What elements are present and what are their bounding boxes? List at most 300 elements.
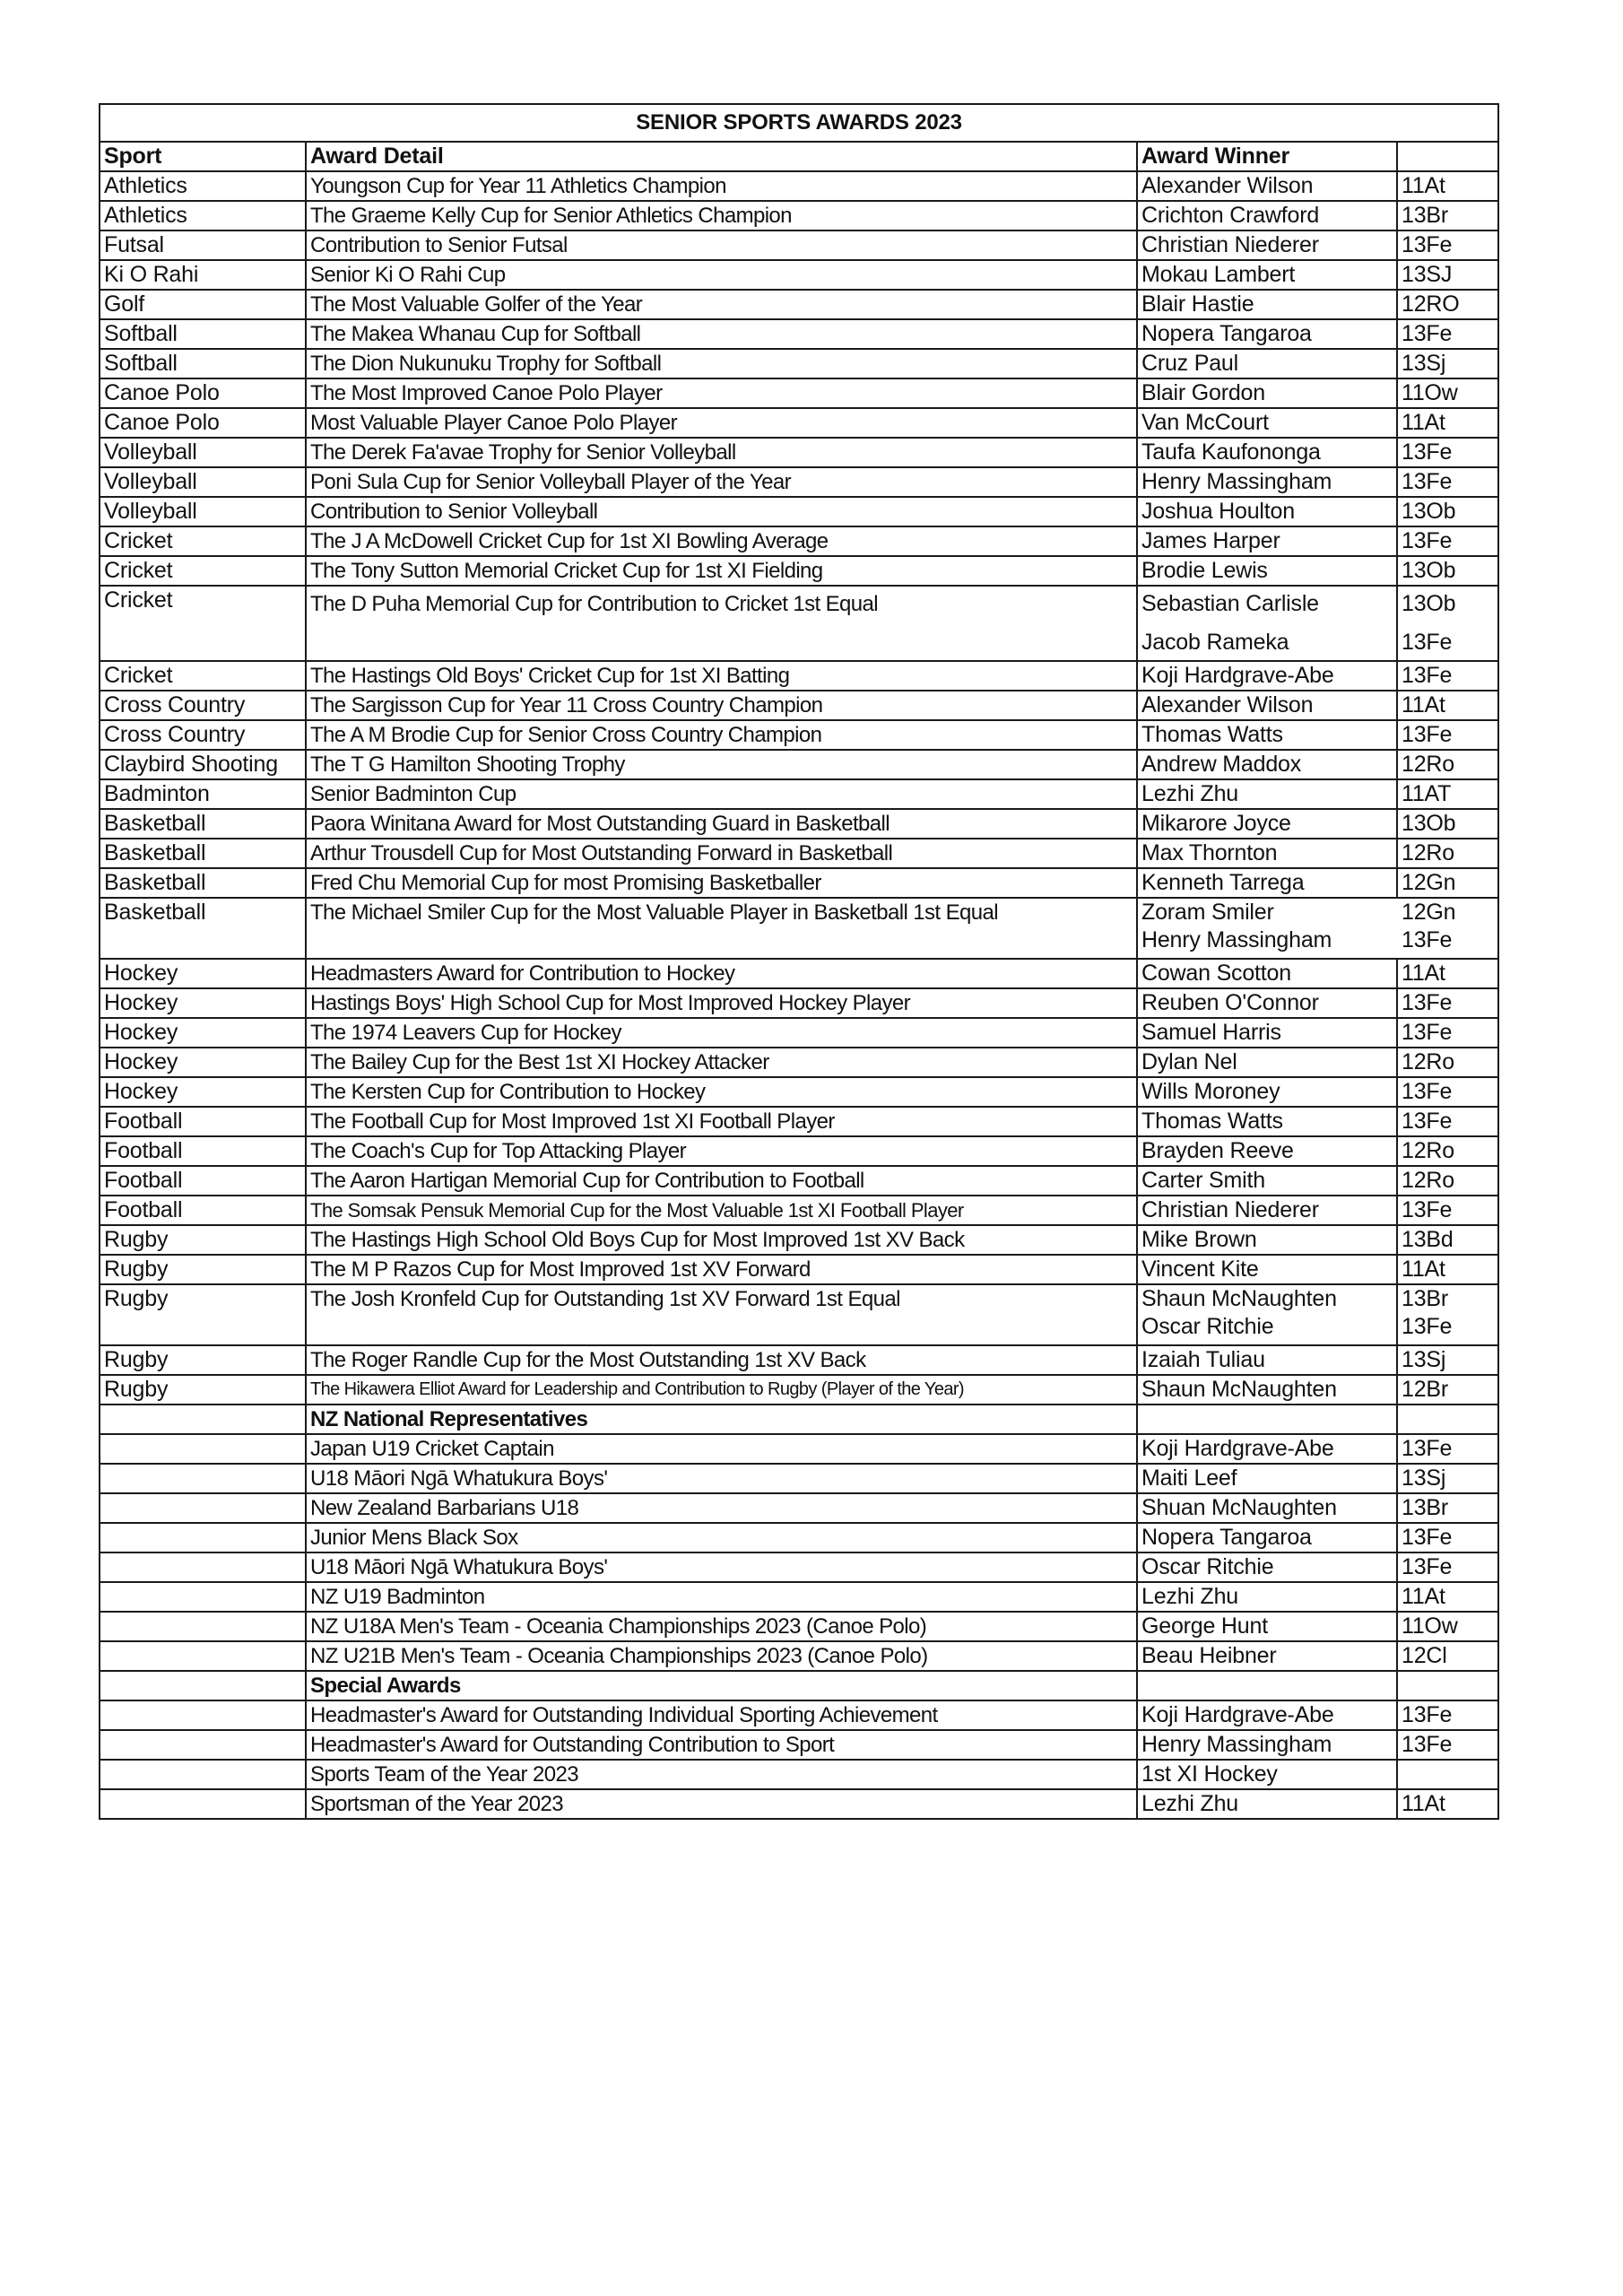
cell-award-detail: The 1974 Leavers Cup for Hockey bbox=[306, 1018, 1137, 1048]
cell-form bbox=[1397, 898, 1498, 959]
table-row bbox=[100, 1136, 1498, 1166]
cell-award-winner bbox=[1137, 839, 1397, 868]
winner-name: Henry Massingham bbox=[1141, 469, 1332, 494]
cell-sport: Hockey bbox=[100, 1048, 306, 1077]
form-class: 11Ow bbox=[1402, 1613, 1458, 1639]
cell-sport: Basketball bbox=[100, 839, 306, 868]
cell-award-detail: Youngson Cup for Year 11 Athletics Champion bbox=[306, 171, 1137, 201]
table-row bbox=[100, 1523, 1498, 1552]
cell-award-detail bbox=[306, 586, 1137, 661]
form-class: 12Cl bbox=[1402, 1643, 1447, 1668]
cell-form bbox=[1397, 1077, 1498, 1107]
form-class: 13Fe bbox=[1402, 1554, 1453, 1579]
award-detail-text: The D Puha Memorial Cup for Contribution to Cricket 1st Equal bbox=[310, 592, 879, 616]
cell-form bbox=[1397, 1166, 1498, 1196]
cell-form bbox=[1397, 1434, 1498, 1464]
cell-award-winner bbox=[1137, 1405, 1397, 1434]
winner-name: Nopera Tangaroa bbox=[1141, 1525, 1312, 1550]
cell-award-winner bbox=[1137, 720, 1397, 750]
cell-sport: Basketball bbox=[100, 809, 306, 839]
table-row bbox=[100, 260, 1498, 290]
cell-sport: Cricket bbox=[100, 661, 306, 691]
cell-award-winner bbox=[1137, 1523, 1397, 1552]
cell-form bbox=[1397, 230, 1498, 260]
cell-sport bbox=[100, 1552, 306, 1582]
cell-form bbox=[1397, 1582, 1498, 1612]
cell-form bbox=[1397, 1048, 1498, 1077]
winner-name: Joshua Houlton bbox=[1141, 499, 1295, 524]
cell-award-detail: The Most Improved Canoe Polo Player bbox=[306, 378, 1137, 408]
table-row bbox=[100, 1612, 1498, 1641]
cell-award-detail: The Kersten Cup for Contribution to Hockey bbox=[306, 1077, 1137, 1107]
section-heading: NZ National Representatives bbox=[306, 1405, 1137, 1434]
cell-form bbox=[1397, 1136, 1498, 1166]
winner-name: Koji Hardgrave-Abe bbox=[1141, 1436, 1334, 1461]
table-row bbox=[100, 750, 1498, 779]
cell-award-detail: The Aaron Hartigan Memorial Cup for Contribution to Football bbox=[306, 1166, 1137, 1196]
cell-award-winner bbox=[1137, 1434, 1397, 1464]
table-row bbox=[100, 1345, 1498, 1375]
cell-form bbox=[1397, 868, 1498, 898]
cell-award-winner bbox=[1137, 1225, 1397, 1255]
cell-form bbox=[1397, 556, 1498, 586]
cell-sport: Volleyball bbox=[100, 467, 306, 497]
cell-award-winner bbox=[1137, 1284, 1397, 1345]
cell-award-winner bbox=[1137, 1612, 1397, 1641]
table-row bbox=[100, 556, 1498, 586]
form-class: 13Sj bbox=[1402, 351, 1446, 376]
form-class: 13Fe bbox=[1402, 1436, 1453, 1461]
form-class: 12Ro bbox=[1402, 1168, 1454, 1193]
cell-award-detail: The Josh Kronfeld Cup for Outstanding 1st XV Forward 1st Equal bbox=[306, 1284, 1137, 1345]
cell-award-winner bbox=[1137, 868, 1397, 898]
cell-form bbox=[1397, 691, 1498, 720]
form-class: 13Sj bbox=[1402, 1347, 1446, 1372]
cell-award-detail: NZ U19 Badminton bbox=[306, 1582, 1137, 1612]
cell-sport: Football bbox=[100, 1136, 306, 1166]
cell-award-winner bbox=[1137, 750, 1397, 779]
cell-award-winner bbox=[1137, 1345, 1397, 1375]
form-class: 13Fe bbox=[1402, 990, 1453, 1015]
cell-form bbox=[1397, 839, 1498, 868]
cell-award-winner bbox=[1137, 586, 1397, 661]
winner-name: George Hunt bbox=[1141, 1613, 1268, 1639]
table-row bbox=[100, 526, 1498, 556]
winner-name: Shaun McNaughten bbox=[1141, 1377, 1337, 1402]
cell-sport: Volleyball bbox=[100, 497, 306, 526]
cell-form bbox=[1397, 201, 1498, 230]
cell-award-detail: The T G Hamilton Shooting Trophy bbox=[306, 750, 1137, 779]
header-form bbox=[1397, 142, 1498, 171]
cell-form bbox=[1397, 1225, 1498, 1255]
cell-award-winner bbox=[1137, 988, 1397, 1018]
section-row bbox=[100, 1405, 1498, 1434]
cell-award-winner bbox=[1137, 290, 1397, 319]
cell-sport bbox=[100, 1523, 306, 1552]
table-row bbox=[100, 1107, 1498, 1136]
cell-award-winner bbox=[1137, 779, 1397, 809]
cell-form bbox=[1397, 1345, 1498, 1375]
cell-award-detail: Arthur Trousdell Cup for Most Outstanding Forward in Basketball bbox=[306, 839, 1137, 868]
table-row bbox=[100, 779, 1498, 809]
cell-form bbox=[1397, 408, 1498, 438]
cell-award-detail: The Football Cup for Most Improved 1st XI Football Player bbox=[306, 1107, 1137, 1136]
header-award-detail: Award Detail bbox=[306, 142, 1137, 171]
cell-sport: Basketball bbox=[100, 898, 306, 959]
table-row bbox=[100, 1434, 1498, 1464]
cell-sport bbox=[100, 1434, 306, 1464]
form-class: 13Fe bbox=[1402, 232, 1453, 257]
table-row bbox=[100, 1582, 1498, 1612]
form-class: 13Fe bbox=[1402, 927, 1453, 952]
cell-award-detail: U18 Māori Ngā Whatukura Boys' bbox=[306, 1552, 1137, 1582]
cell-award-winner bbox=[1137, 526, 1397, 556]
winner-name: Christian Niederer bbox=[1141, 1197, 1319, 1222]
table-row bbox=[100, 1375, 1498, 1405]
table-row bbox=[100, 438, 1498, 467]
table-row bbox=[100, 1464, 1498, 1493]
form-class: 12Ro bbox=[1402, 752, 1454, 777]
table-row bbox=[100, 467, 1498, 497]
form-class: 13Br bbox=[1402, 1495, 1449, 1520]
winner-name: Henry Massingham bbox=[1141, 927, 1332, 952]
cell-award-winner bbox=[1137, 1760, 1397, 1789]
cell-form bbox=[1397, 260, 1498, 290]
cell-form bbox=[1397, 1789, 1498, 1819]
cell-award-winner bbox=[1137, 319, 1397, 349]
winner-name: Mike Brown bbox=[1141, 1227, 1257, 1252]
cell-form bbox=[1397, 1493, 1498, 1523]
cell-sport: Football bbox=[100, 1107, 306, 1136]
winner-name: Vincent Kite bbox=[1141, 1257, 1259, 1282]
title-row bbox=[100, 104, 1498, 142]
form-class: 11At bbox=[1402, 173, 1445, 198]
cell-form bbox=[1397, 1641, 1498, 1671]
cell-sport: Cross Country bbox=[100, 691, 306, 720]
form-class: 11Ow bbox=[1402, 380, 1458, 405]
cell-award-winner bbox=[1137, 1255, 1397, 1284]
form-class: 13Sj bbox=[1402, 1465, 1446, 1491]
cell-award-winner bbox=[1137, 1196, 1397, 1225]
cell-award-detail: The Somsak Pensuk Memorial Cup for the Most Valuable 1st XI Football Player bbox=[306, 1196, 1137, 1225]
cell-form bbox=[1397, 1523, 1498, 1552]
cell-award-detail: Poni Sula Cup for Senior Volleyball Player of the Year bbox=[306, 467, 1137, 497]
cell-sport: Volleyball bbox=[100, 438, 306, 467]
cell-award-winner bbox=[1137, 1730, 1397, 1760]
cell-form bbox=[1397, 809, 1498, 839]
form-class: 12Gn bbox=[1402, 870, 1456, 895]
form-class: 13Fe bbox=[1402, 1020, 1453, 1045]
cell-form bbox=[1397, 438, 1498, 467]
awards-table bbox=[99, 103, 1499, 1820]
table-row bbox=[100, 201, 1498, 230]
cell-form bbox=[1397, 1612, 1498, 1641]
table-row bbox=[100, 809, 1498, 839]
table-row bbox=[100, 1048, 1498, 1077]
table-row bbox=[100, 1493, 1498, 1523]
cell-form bbox=[1397, 378, 1498, 408]
form-class: 13Fe bbox=[1402, 439, 1453, 465]
table-title: SENIOR SPORTS AWARDS 2023 bbox=[100, 104, 1498, 142]
form-class: 11AT bbox=[1402, 781, 1452, 806]
cell-award-detail: NZ U21B Men's Team - Oceania Championships 2023 (Canoe Polo) bbox=[306, 1641, 1137, 1671]
cell-form bbox=[1397, 319, 1498, 349]
winner-name: Blair Gordon bbox=[1141, 380, 1265, 405]
winner-name: Shaun McNaughten bbox=[1141, 1286, 1337, 1311]
cell-award-winner bbox=[1137, 1166, 1397, 1196]
cell-award-detail: The Hikawera Elliot Award for Leadership and Contribution to Rugby (Player of the Year) bbox=[306, 1375, 1137, 1405]
cell-sport bbox=[100, 1760, 306, 1789]
cell-sport: Canoe Polo bbox=[100, 408, 306, 438]
cell-award-detail: The Hastings Old Boys' Cricket Cup for 1st XI Batting bbox=[306, 661, 1137, 691]
cell-award-winner bbox=[1137, 809, 1397, 839]
awards-sheet bbox=[99, 103, 1497, 1820]
winner-name: Alexander Wilson bbox=[1141, 692, 1314, 718]
form-class: 13Fe bbox=[1402, 1314, 1453, 1339]
cell-form bbox=[1397, 959, 1498, 988]
header-row bbox=[100, 142, 1498, 171]
table-row bbox=[100, 1225, 1498, 1255]
cell-award-detail: Senior Ki O Rahi Cup bbox=[306, 260, 1137, 290]
table-row bbox=[100, 1077, 1498, 1107]
cell-sport: Hockey bbox=[100, 988, 306, 1018]
cell-award-detail: Most Valuable Player Canoe Polo Player bbox=[306, 408, 1137, 438]
cell-sport: Rugby bbox=[100, 1284, 306, 1345]
cell-form bbox=[1397, 1700, 1498, 1730]
cell-sport: Golf bbox=[100, 290, 306, 319]
cell-award-winner bbox=[1137, 556, 1397, 586]
winner-name: James Harper bbox=[1141, 528, 1280, 553]
form-class: 13Fe bbox=[1402, 1702, 1453, 1727]
table-row bbox=[100, 839, 1498, 868]
winner-name: Henry Massingham bbox=[1141, 1732, 1332, 1757]
cell-sport bbox=[100, 1464, 306, 1493]
cell-sport: Softball bbox=[100, 349, 306, 378]
cell-award-winner bbox=[1137, 1700, 1397, 1730]
table-row bbox=[100, 1730, 1498, 1760]
cell-form bbox=[1397, 1760, 1498, 1789]
form-class: 11At bbox=[1402, 1791, 1445, 1816]
form-class: 13Fe bbox=[1402, 528, 1453, 553]
table-row bbox=[100, 171, 1498, 201]
cell-award-winner bbox=[1137, 438, 1397, 467]
cell-award-detail: The Hastings High School Old Boys Cup for Most Improved 1st XV Back bbox=[306, 1225, 1137, 1255]
cell-sport: Futsal bbox=[100, 230, 306, 260]
cell-award-detail: The M P Razos Cup for Most Improved 1st XV Forward bbox=[306, 1255, 1137, 1284]
form-class: 13Ob bbox=[1402, 499, 1456, 524]
cell-form bbox=[1397, 779, 1498, 809]
table-row bbox=[100, 1760, 1498, 1789]
cell-sport bbox=[100, 1582, 306, 1612]
cell-award-detail: The Most Valuable Golfer of the Year bbox=[306, 290, 1137, 319]
winner-name: Brayden Reeve bbox=[1141, 1138, 1294, 1163]
cell-sport: Athletics bbox=[100, 201, 306, 230]
cell-sport: Badminton bbox=[100, 779, 306, 809]
winner-name: Lezhi Zhu bbox=[1141, 1791, 1238, 1816]
cell-form bbox=[1397, 1464, 1498, 1493]
form-class: 13Br bbox=[1402, 203, 1449, 228]
cell-sport: Basketball bbox=[100, 868, 306, 898]
winner-name: Oscar Ritchie bbox=[1141, 1314, 1274, 1339]
form-class: 13Fe bbox=[1402, 722, 1453, 747]
cell-sport: Rugby bbox=[100, 1225, 306, 1255]
section-row bbox=[100, 1671, 1498, 1700]
cell-award-winner bbox=[1137, 1464, 1397, 1493]
winner-name: Nopera Tangaroa bbox=[1141, 321, 1312, 346]
cell-award-detail: Contribution to Senior Volleyball bbox=[306, 497, 1137, 526]
cell-award-detail: The Michael Smiler Cup for the Most Valuable Player in Basketball 1st Equal bbox=[306, 898, 1137, 959]
cell-sport: Ki O Rahi bbox=[100, 260, 306, 290]
cell-award-detail: The Graeme Kelly Cup for Senior Athletics Champion bbox=[306, 201, 1137, 230]
form-class: 12Ro bbox=[1402, 840, 1454, 865]
winner-name: Shuan McNaughten bbox=[1141, 1495, 1337, 1520]
winner-name: Koji Hardgrave-Abe bbox=[1141, 1702, 1334, 1727]
table-row bbox=[100, 586, 1498, 661]
form-class: 13Bd bbox=[1402, 1227, 1454, 1252]
cell-sport: Rugby bbox=[100, 1255, 306, 1284]
cell-form bbox=[1397, 290, 1498, 319]
cell-form bbox=[1397, 1255, 1498, 1284]
cell-sport: Football bbox=[100, 1166, 306, 1196]
cell-award-winner bbox=[1137, 230, 1397, 260]
cell-form bbox=[1397, 1375, 1498, 1405]
cell-form bbox=[1397, 1730, 1498, 1760]
cell-award-detail: NZ U18A Men's Team - Oceania Championships 2023 (Canoe Polo) bbox=[306, 1612, 1137, 1641]
cell-form bbox=[1397, 1018, 1498, 1048]
cell-form bbox=[1397, 586, 1498, 661]
winner-name: Izaiah Tuliau bbox=[1141, 1347, 1265, 1372]
winner-name: Alexander Wilson bbox=[1141, 173, 1314, 198]
form-class: 12RO bbox=[1402, 291, 1460, 317]
cell-award-winner bbox=[1137, 1048, 1397, 1077]
winner-name: Blair Hastie bbox=[1141, 291, 1254, 317]
winner-name: Brodie Lewis bbox=[1141, 558, 1268, 583]
winner-name: Cowan Scotton bbox=[1141, 961, 1291, 986]
cell-form bbox=[1397, 171, 1498, 201]
cell-form bbox=[1397, 497, 1498, 526]
winner-name: Van McCourt bbox=[1141, 410, 1269, 435]
cell-form bbox=[1397, 526, 1498, 556]
cell-form bbox=[1397, 1107, 1498, 1136]
cell-sport bbox=[100, 1730, 306, 1760]
form-class: 11At bbox=[1402, 410, 1445, 435]
cell-form bbox=[1397, 988, 1498, 1018]
cell-award-detail: U18 Māori Ngā Whatukura Boys' bbox=[306, 1464, 1137, 1493]
cell-award-detail: Fred Chu Memorial Cup for most Promising Basketballer bbox=[306, 868, 1137, 898]
cell-sport: Rugby bbox=[100, 1375, 306, 1405]
cell-award-winner bbox=[1137, 1552, 1397, 1582]
winner-name: Andrew Maddox bbox=[1141, 752, 1302, 777]
cell-award-detail: Japan U19 Cricket Captain bbox=[306, 1434, 1137, 1464]
form-class: 13Fe bbox=[1402, 1197, 1453, 1222]
cell-award-detail: The Tony Sutton Memorial Cricket Cup for 1st XI Fielding bbox=[306, 556, 1137, 586]
cell-sport bbox=[100, 1612, 306, 1641]
cell-form bbox=[1397, 349, 1498, 378]
cell-award-winner bbox=[1137, 201, 1397, 230]
winner-name: Carter Smith bbox=[1141, 1168, 1265, 1193]
cell-award-detail: The A M Brodie Cup for Senior Cross Country Champion bbox=[306, 720, 1137, 750]
table-row bbox=[100, 898, 1498, 959]
cell-form bbox=[1397, 720, 1498, 750]
cell-form bbox=[1397, 1405, 1498, 1434]
cell-sport: Claybird Shooting bbox=[100, 750, 306, 779]
section-heading: Special Awards bbox=[306, 1671, 1137, 1700]
table-row bbox=[100, 1552, 1498, 1582]
cell-sport bbox=[100, 1671, 306, 1700]
winner-name: Thomas Watts bbox=[1141, 1109, 1283, 1134]
winner-name: Lezhi Zhu bbox=[1141, 781, 1238, 806]
cell-award-detail: Headmaster's Award for Outstanding Contribution to Sport bbox=[306, 1730, 1137, 1760]
table-row bbox=[100, 1166, 1498, 1196]
cell-sport: Cricket bbox=[100, 586, 306, 661]
winner-name: Wills Moroney bbox=[1141, 1079, 1280, 1104]
cell-award-winner bbox=[1137, 898, 1397, 959]
cell-award-winner bbox=[1137, 1582, 1397, 1612]
cell-sport: Hockey bbox=[100, 959, 306, 988]
cell-award-winner bbox=[1137, 378, 1397, 408]
header-sport: Sport bbox=[100, 142, 306, 171]
cell-award-winner bbox=[1137, 691, 1397, 720]
winner-name: Zoram Smiler bbox=[1141, 900, 1274, 925]
cell-award-winner bbox=[1137, 1018, 1397, 1048]
form-class: 12Br bbox=[1402, 1377, 1449, 1402]
form-class: 13Ob bbox=[1402, 558, 1456, 583]
form-class: 11At bbox=[1402, 692, 1445, 718]
header-award-winner: Award Winner bbox=[1137, 142, 1397, 171]
cell-sport bbox=[100, 1493, 306, 1523]
cell-award-detail: The J A McDowell Cricket Cup for 1st XI Bowling Average bbox=[306, 526, 1137, 556]
cell-award-winner bbox=[1137, 349, 1397, 378]
form-class: 12Ro bbox=[1402, 1138, 1454, 1163]
cell-sport bbox=[100, 1405, 306, 1434]
cell-award-winner bbox=[1137, 1671, 1397, 1700]
winner-name: Christian Niederer bbox=[1141, 232, 1319, 257]
form-class: 13Ob bbox=[1402, 591, 1456, 616]
cell-sport: Cross Country bbox=[100, 720, 306, 750]
cell-form bbox=[1397, 1196, 1498, 1225]
cell-award-detail: The Dion Nukunuku Trophy for Softball bbox=[306, 349, 1137, 378]
form-class: 13Fe bbox=[1402, 1109, 1453, 1134]
form-class: 13Fe bbox=[1402, 663, 1453, 688]
form-class: 11At bbox=[1402, 1257, 1445, 1282]
form-class: 13Ob bbox=[1402, 811, 1456, 836]
cell-award-detail: Headmasters Award for Contribution to Hockey bbox=[306, 959, 1137, 988]
winner-name: Taufa Kaufononga bbox=[1141, 439, 1321, 465]
form-class: 12Gn bbox=[1402, 900, 1456, 925]
winner-name: Koji Hardgrave-Abe bbox=[1141, 663, 1334, 688]
cell-award-detail: Hastings Boys' High School Cup for Most Improved Hockey Player bbox=[306, 988, 1137, 1018]
winner-name: Thomas Watts bbox=[1141, 722, 1283, 747]
cell-award-winner bbox=[1137, 171, 1397, 201]
winner-name: 1st XI Hockey bbox=[1141, 1761, 1278, 1787]
form-class: 12Ro bbox=[1402, 1049, 1454, 1074]
cell-award-detail: The Derek Fa'avae Trophy for Senior Volleyball bbox=[306, 438, 1137, 467]
cell-award-winner bbox=[1137, 260, 1397, 290]
cell-form bbox=[1397, 661, 1498, 691]
winner-name: Dylan Nel bbox=[1141, 1049, 1237, 1074]
winner-name: Cruz Paul bbox=[1141, 351, 1238, 376]
cell-sport: Athletics bbox=[100, 171, 306, 201]
cell-award-detail: The Sargisson Cup for Year 11 Cross Country Champion bbox=[306, 691, 1137, 720]
table-row bbox=[100, 1789, 1498, 1819]
winner-name: Sebastian Carlisle bbox=[1141, 591, 1319, 616]
cell-award-detail: Paora Winitana Award for Most Outstanding Guard in Basketball bbox=[306, 809, 1137, 839]
cell-award-detail: Headmaster's Award for Outstanding Individual Sporting Achievement bbox=[306, 1700, 1137, 1730]
winner-name: Jacob Rameka bbox=[1141, 630, 1289, 655]
cell-award-winner bbox=[1137, 1789, 1397, 1819]
cell-form bbox=[1397, 1671, 1498, 1700]
cell-sport bbox=[100, 1641, 306, 1671]
